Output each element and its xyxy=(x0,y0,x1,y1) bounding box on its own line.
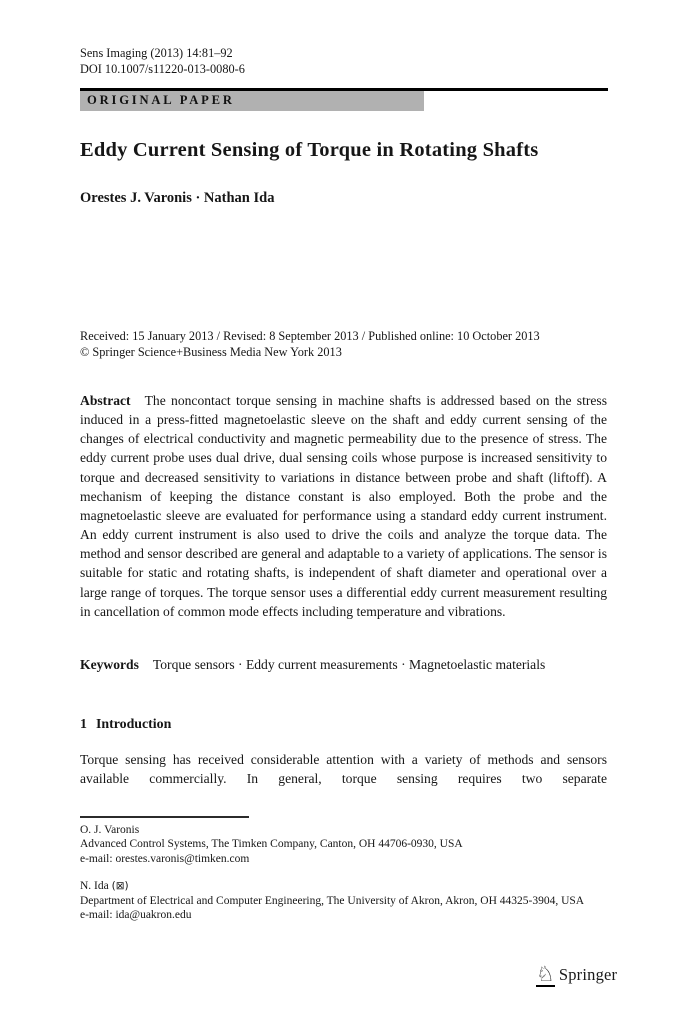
paper-title: Eddy Current Sensing of Torque in Rotating Shafts xyxy=(80,139,539,161)
keywords-text: Torque sensors · Eddy current measurements · Magnetoelastic materials xyxy=(152,657,546,672)
journal-ref: Sens Imaging (2013) 14:81–92 xyxy=(80,46,233,60)
author1-name: O. J. Varonis xyxy=(80,824,140,836)
keywords-label: Keywords xyxy=(80,657,139,672)
footnote-author1 xyxy=(80,823,610,866)
springer-horse-icon: ♘ xyxy=(536,962,555,986)
footnote-author2 xyxy=(80,879,610,922)
copyright-line: © Springer Science+Business Media New York 2013 xyxy=(80,344,342,359)
doi-line: DOI 10.1007/s11220-013-0080-6 xyxy=(80,62,245,76)
author2-email: e-mail: ida@uakron.edu xyxy=(80,909,192,922)
author1-email: e-mail: orestes.varonis@timken.com xyxy=(80,852,250,865)
springer-logo-text: Springer xyxy=(558,965,618,984)
journal-header xyxy=(80,45,245,77)
footnote-rule xyxy=(80,816,249,818)
author-footnotes xyxy=(80,823,610,922)
author2-name: N. Ida xyxy=(80,880,109,893)
received-line: Received: 15 January 2013 / Revised: 8 September 2013 / Published online: 10 October 2013 xyxy=(80,329,540,343)
abstract-text: The noncontact torque sensing in machine shafts is addressed based on the stress induced in a press-fitted magnetoelastic sleeve on the shaft and eddy current sensing of the changes of electrical conductivity and magnetic permeability due to the presence of stress. The eddy current probe uses dual drive, dual sensing coils whose purpose is increased sensitivity to torque and decreased sensitivity to variations in distance between probe and shaft (liftoff). A mechanism of keeping the distance constant is also employed. Both the probe and the magnetoelastic sleeve are evaluated for performance using a standard eddy current instrument. An eddy current instrument is also used to drive the coils and analyze the torque data. The method and sensor described are general and adaptable to a variety of applications. The sensor is suitable for static and rotating shafts, is independent of shaft diameter and operational over a large range of torques. The torque sensor uses a differential eddy current measurement resulting in cancellation of common mode effects including temperature and vibrations. xyxy=(80,393,607,619)
publication-history xyxy=(80,329,540,361)
section-title: Introduction xyxy=(95,717,172,732)
author1-affiliation: Advanced Control Systems, The Timken Company, Canton, OH 44706-0930, USA xyxy=(80,838,463,851)
springer-logo xyxy=(536,963,617,987)
article-type-banner: ORIGINAL PAPER xyxy=(80,91,424,111)
section-heading-introduction xyxy=(80,717,171,733)
abstract-paragraph xyxy=(80,391,607,621)
corresponding-author-icon: (⊠) xyxy=(111,880,129,893)
section-number: 1 xyxy=(80,717,87,732)
author2-affiliation: Department of Electrical and Computer Engineering, The University of Akron, Akron, OH 44325-3904, USA xyxy=(80,894,585,907)
paper-authors: Orestes J. Varonis · Nathan Ida xyxy=(80,190,275,206)
abstract-label: Abstract xyxy=(80,393,131,408)
keywords-paragraph xyxy=(80,655,567,674)
introduction-paragraph: Torque sensing has received considerable attention with a variety of methods and sensors available commercially. In general, torque sensing requires two separate xyxy=(80,752,607,787)
